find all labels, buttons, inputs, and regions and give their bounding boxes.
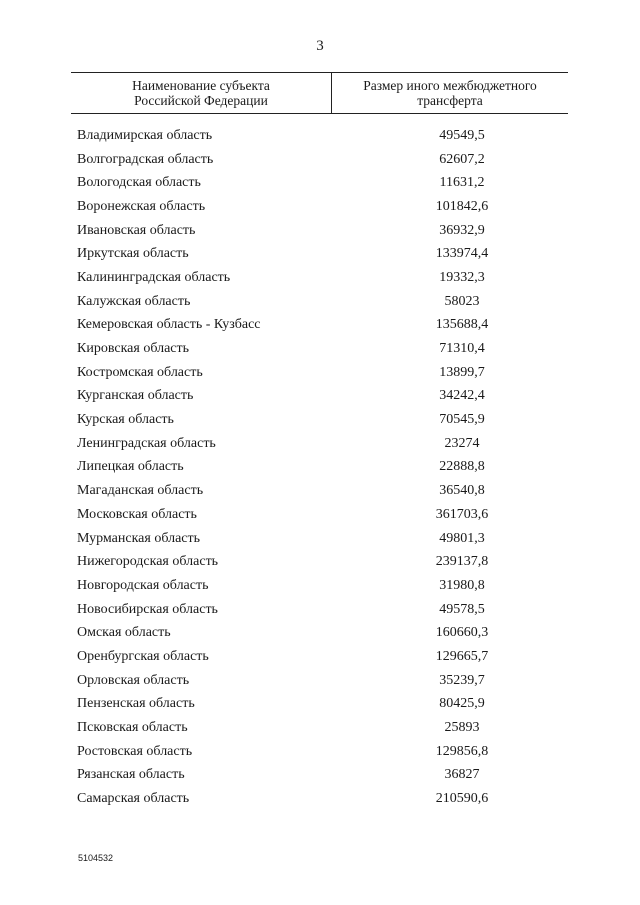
table-row: [77, 503, 547, 527]
region-name: Волгоградская область: [77, 151, 214, 167]
region-name: Калужская область: [77, 293, 191, 309]
table-row: [77, 740, 547, 764]
transfer-amount: 31980,8: [439, 577, 485, 593]
region-name: Воронежская область: [77, 198, 206, 214]
region-name: Владимирская область: [77, 127, 213, 143]
table-row: [77, 408, 547, 432]
header-transfer-amount: [332, 73, 568, 113]
table-row: [77, 574, 547, 598]
transfer-amount: 58023: [444, 293, 480, 309]
region-name: Мурманская область: [77, 530, 201, 546]
transfer-amount: 13899,7: [439, 364, 485, 380]
table-row: [77, 266, 547, 290]
table-row: [77, 337, 547, 361]
transfer-amount: 70545,9: [439, 412, 485, 428]
header-transfer-amount-line2: трансферта: [417, 93, 483, 108]
transfer-amount: 160660,3: [435, 625, 489, 641]
table-header: [71, 72, 568, 114]
region-name: Липецкая область: [77, 459, 184, 475]
table-row: [77, 290, 547, 314]
transfer-amount: 135688,4: [435, 317, 489, 333]
region-name: Самарская область: [77, 791, 190, 807]
transfer-amount: 101842,6: [435, 198, 489, 214]
transfer-amount: 11631,2: [439, 175, 485, 191]
region-name: Кировская область: [77, 341, 190, 357]
table-row: [77, 195, 547, 219]
table-row: [77, 124, 547, 148]
region-name: Магаданская область: [77, 483, 204, 499]
region-name: Ивановская область: [77, 222, 196, 238]
transfer-amount: 71310,4: [439, 341, 485, 357]
region-name: Новгородская область: [77, 577, 209, 593]
table-body: [77, 124, 547, 811]
header-region-name-line2: Российской Федерации: [134, 93, 268, 108]
transfer-amount: 361703,6: [435, 506, 489, 522]
header-region-name-line1: Наименование субъекта: [132, 78, 270, 93]
table-row: [77, 550, 547, 574]
transfer-amount: 23274: [444, 435, 480, 451]
region-name: Пензенская область: [77, 696, 195, 712]
region-name: Вологодская область: [77, 175, 201, 191]
document-code: 5104532: [78, 853, 114, 863]
region-name: Московская область: [77, 506, 197, 522]
region-name: Новосибирская область: [77, 601, 218, 617]
region-name: Псковская область: [77, 720, 188, 736]
table-row: [77, 242, 547, 266]
transfer-amount: 49801,3: [439, 530, 485, 546]
region-name: Калининградская область: [77, 269, 231, 285]
table-row: [77, 361, 547, 385]
region-name: Иркутская область: [77, 246, 189, 262]
transfer-amount: 49549,5: [439, 127, 485, 143]
transfer-amount: 36932,9: [439, 222, 485, 238]
region-name: Ростовская область: [77, 743, 193, 759]
table-row: [77, 171, 547, 195]
region-name: Кемеровская область - Кузбасс: [77, 317, 261, 333]
table-row: [77, 527, 547, 551]
region-name: Орловская область: [77, 672, 190, 688]
transfer-amount: 129856,8: [435, 743, 489, 759]
region-name: Курская область: [77, 412, 174, 428]
table-row: [77, 479, 547, 503]
table-row: [77, 219, 547, 243]
table-row: [77, 787, 547, 811]
region-name: Нижегородская область: [77, 554, 219, 570]
transfer-amount: 25893: [444, 720, 480, 736]
transfer-amount: 239137,8: [435, 554, 489, 570]
table-row: [77, 621, 547, 645]
region-name: Ленинградская область: [77, 435, 216, 451]
region-name: Оренбургская область: [77, 648, 209, 664]
region-name: Курганская область: [77, 388, 194, 404]
transfer-amount: 129665,7: [435, 648, 489, 664]
table-row: [77, 385, 547, 409]
table-row: [77, 716, 547, 740]
table-row: [77, 314, 547, 338]
transfer-amount: 210590,6: [435, 791, 489, 807]
region-name: Омская область: [77, 625, 171, 641]
table-row: [77, 693, 547, 717]
header-transfer-amount-line1: Размер иного межбюджетного: [363, 78, 537, 93]
table-row: [77, 764, 547, 788]
page-number: 3: [316, 38, 324, 54]
transfer-amount: 36827: [444, 767, 480, 783]
header-region-name: [71, 73, 332, 113]
transfer-amount: 22888,8: [439, 459, 485, 475]
table-row: [77, 432, 547, 456]
table-row: [77, 598, 547, 622]
table-row: [77, 669, 547, 693]
table-row: [77, 456, 547, 480]
transfer-amount: 49578,5: [439, 601, 485, 617]
transfer-amount: 34242,4: [439, 388, 485, 404]
transfer-amount: 133974,4: [435, 246, 489, 262]
table-row: [77, 148, 547, 172]
region-name: Костромская область: [77, 364, 203, 380]
transfer-amount: 19332,3: [439, 269, 485, 285]
transfer-amount: 80425,9: [439, 696, 485, 712]
transfer-amount: 36540,8: [439, 483, 485, 499]
region-name: Рязанская область: [77, 767, 185, 783]
transfer-amount: 62607,2: [439, 151, 485, 167]
table-row: [77, 645, 547, 669]
transfer-amount: 35239,7: [439, 672, 485, 688]
